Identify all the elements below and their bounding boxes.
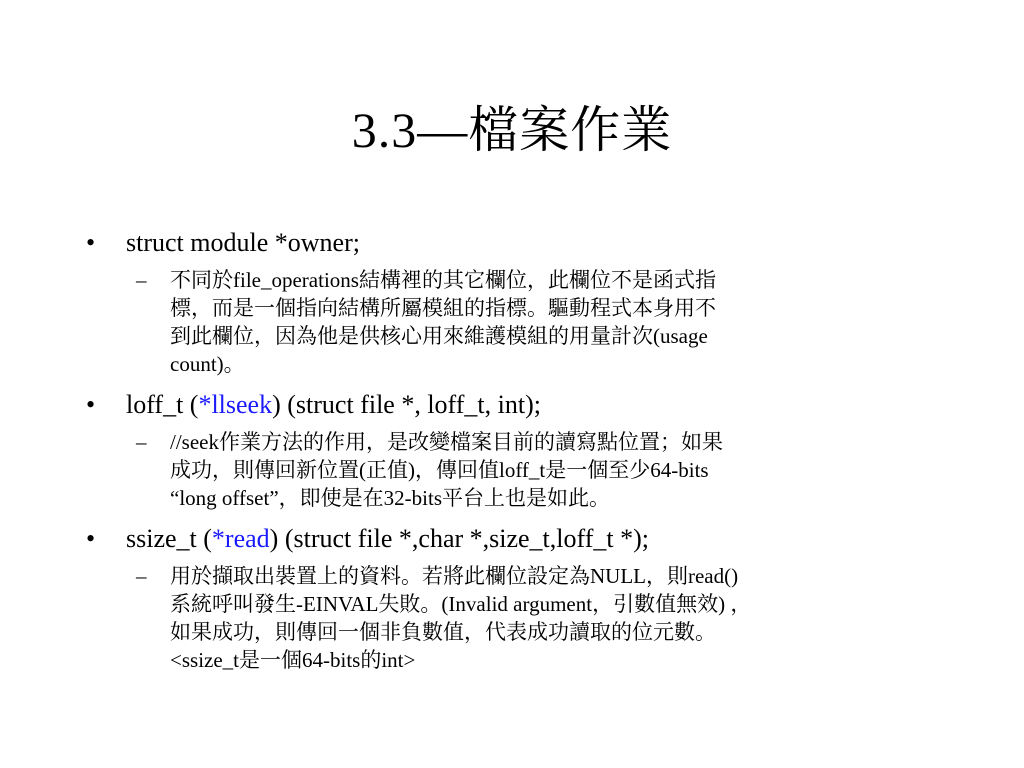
sub-bullet-owner — [86, 266, 870, 378]
bullet-item-llseek — [86, 388, 966, 422]
bullet-text-pre: loff_t ( — [126, 390, 199, 419]
bullet-highlight-read: *read — [211, 524, 270, 553]
sub-bullet-line: “long offset”，即使是在32-bits平台上也是如此。 — [170, 486, 610, 510]
dash-icon: – — [136, 430, 147, 454]
sub-bullet-line: 系統呼叫發生-EINVAL失敗。(Invalid argument，引數值無效) ， — [170, 592, 752, 616]
bullet-text-post: ) (struct file *, loff_t, int); — [272, 390, 541, 419]
bullet-highlight-llseek: *llseek — [198, 390, 273, 419]
dash-icon: – — [136, 564, 147, 588]
sub-bullet-line: 不同於file_operations結構裡的其它欄位，此欄位不是函式指 — [170, 268, 716, 292]
sub-bullet-line: 用於擷取出裝置上的資料。若將此欄位設定為NULL，則read() — [170, 564, 739, 588]
bullet-item-read — [86, 522, 966, 556]
sub-bullet-line: <ssize_t是一個64-bits的int> — [170, 648, 416, 672]
bullet-item-owner — [86, 226, 966, 260]
sub-bullet-read — [86, 562, 870, 674]
sub-bullet-line: 標，而是一個指向結構所屬模組的指標。驅動程式本身用不 — [170, 296, 716, 320]
bullet-text-pre: ssize_t ( — [126, 524, 212, 553]
sub-bullet-line: 到此欄位，因為他是供核心用來維護模組的用量計次(usage — [170, 324, 708, 348]
bullet-dot-icon: • — [86, 228, 96, 257]
slide-content — [86, 226, 966, 684]
slide-title: 3.3—檔案作業 — [351, 102, 673, 158]
dash-icon: – — [136, 268, 147, 292]
bullet-text: struct module *owner; — [126, 228, 360, 257]
sub-bullet-line: 如果成功，則傳回一個非負數值，代表成功讀取的位元數。 — [170, 620, 716, 644]
sub-bullet-llseek — [86, 428, 870, 512]
sub-bullet-line: 成功，則傳回新位置(正值)，傳回值loff_t是一個至少64-bits — [170, 458, 709, 482]
bullet-dot-icon: • — [86, 524, 96, 553]
bullet-dot-icon: • — [86, 390, 96, 419]
sub-bullet-line: //seek作業方法的作用，是改變檔案目前的讀寫點位置；如果 — [170, 430, 723, 454]
sub-bullet-line: count)。 — [170, 352, 245, 376]
bullet-text-post: ) (struct file *,char *,size_t,loff_t *); — [269, 524, 649, 553]
